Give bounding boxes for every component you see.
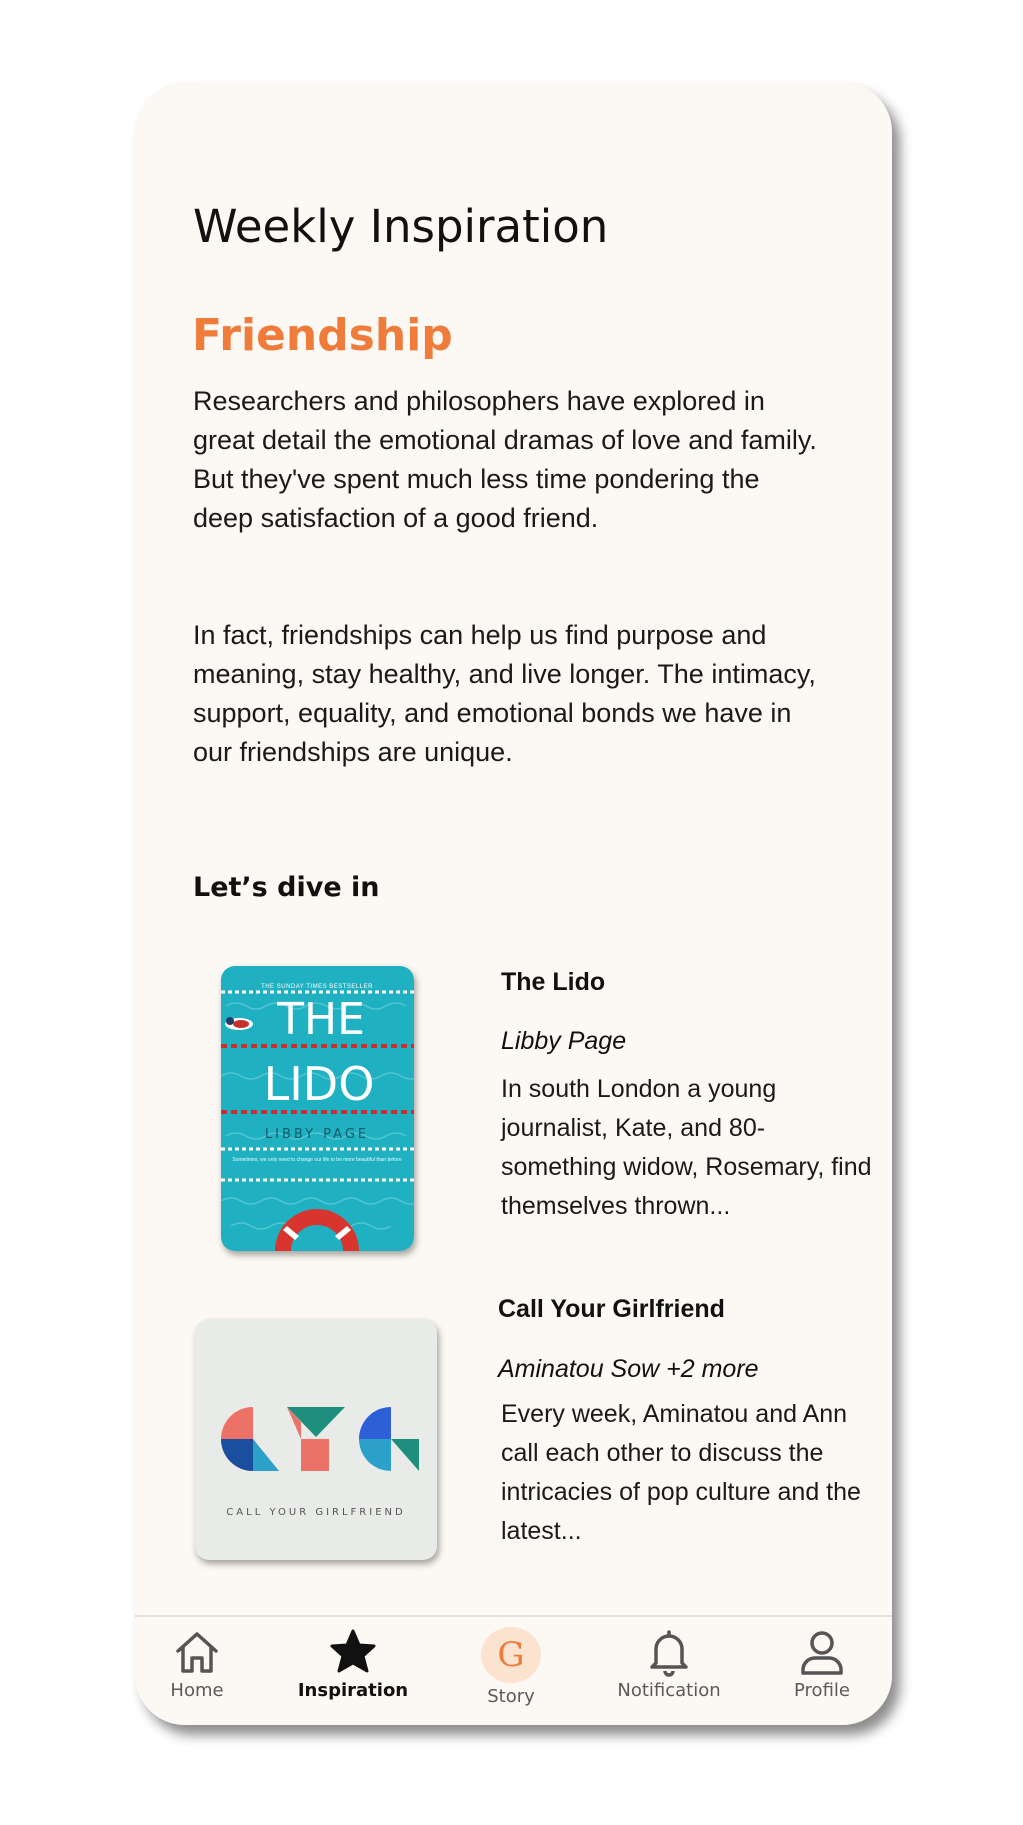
- podcast-cover-call-your-girlfriend[interactable]: [195, 1319, 437, 1560]
- person-icon: [797, 1627, 847, 1677]
- topic-paragraph-2: In fact, friendships can help us find purpose and meaning, stay healthy, and live longer. The intimacy, support, equality, and emotional bonds we have in our friendships are unique.: [193, 620, 816, 767]
- cover-author: LIBBY PAGE: [264, 1127, 370, 1142]
- phone-screen: [135, 82, 892, 1725]
- home-icon: [172, 1627, 222, 1677]
- tab-story-label: Story: [487, 1686, 535, 1707]
- bottom-tab-bar: [135, 1615, 892, 1725]
- cover-banner: THE SUNDAY TIMES BESTSELLER: [261, 984, 373, 990]
- item-title-call-your-girlfriend[interactable]: Call Your Girlfriend: [498, 1295, 725, 1323]
- tab-home-label: Home: [170, 1680, 224, 1701]
- item-author-libby-page: Libby Page: [501, 1027, 627, 1055]
- item-description-the-lido: In south London a young journalist, Kate, and 80-something widow, Rosemary, find themselves thrown...: [501, 1075, 872, 1220]
- item-title-the-lido[interactable]: The Lido: [501, 968, 606, 996]
- g-logo-icon: G: [481, 1627, 541, 1683]
- tab-story[interactable]: [451, 1627, 571, 1719]
- tab-notification-label: Notification: [617, 1680, 721, 1701]
- item-author-aminatou-sow: Aminatou Sow +2 more: [498, 1355, 759, 1383]
- the-lido-cover-art: [221, 966, 414, 1251]
- bell-icon: [644, 1627, 694, 1677]
- section-title: Let’s dive in: [193, 872, 380, 903]
- tab-inspiration[interactable]: [293, 1627, 413, 1719]
- tab-profile-label: Profile: [794, 1680, 850, 1701]
- topic-title: Friendship: [192, 310, 453, 361]
- tab-inspiration-label: Inspiration: [297, 1680, 409, 1701]
- tab-notification[interactable]: [609, 1627, 729, 1719]
- tab-profile[interactable]: [762, 1627, 882, 1719]
- page-title: Weekly Inspiration: [193, 200, 609, 253]
- cyg-caption: CALL YOUR GIRLFRIEND: [226, 1507, 406, 1518]
- cover-tagline: Sometimes, we only need to change our life to be more beautiful than before: [232, 1157, 402, 1163]
- book-cover-the-lido[interactable]: [221, 966, 414, 1251]
- item-description-call-your-girlfriend: Every week, Aminatou and Ann call each other to discuss the intricacies of pop culture and the latest...: [501, 1400, 861, 1545]
- cover-word-the: THE: [277, 994, 365, 1045]
- cyg-cover-art: [195, 1319, 437, 1560]
- tab-home[interactable]: [137, 1627, 257, 1719]
- star-icon: [328, 1627, 378, 1677]
- cover-word-lido: LIDO: [263, 1057, 375, 1111]
- topic-paragraph-1: Researchers and philosophers have explored in great detail the emotional dramas of love and family. But they've spent much less time pondering the deep satisfaction of a good friend.: [193, 386, 817, 533]
